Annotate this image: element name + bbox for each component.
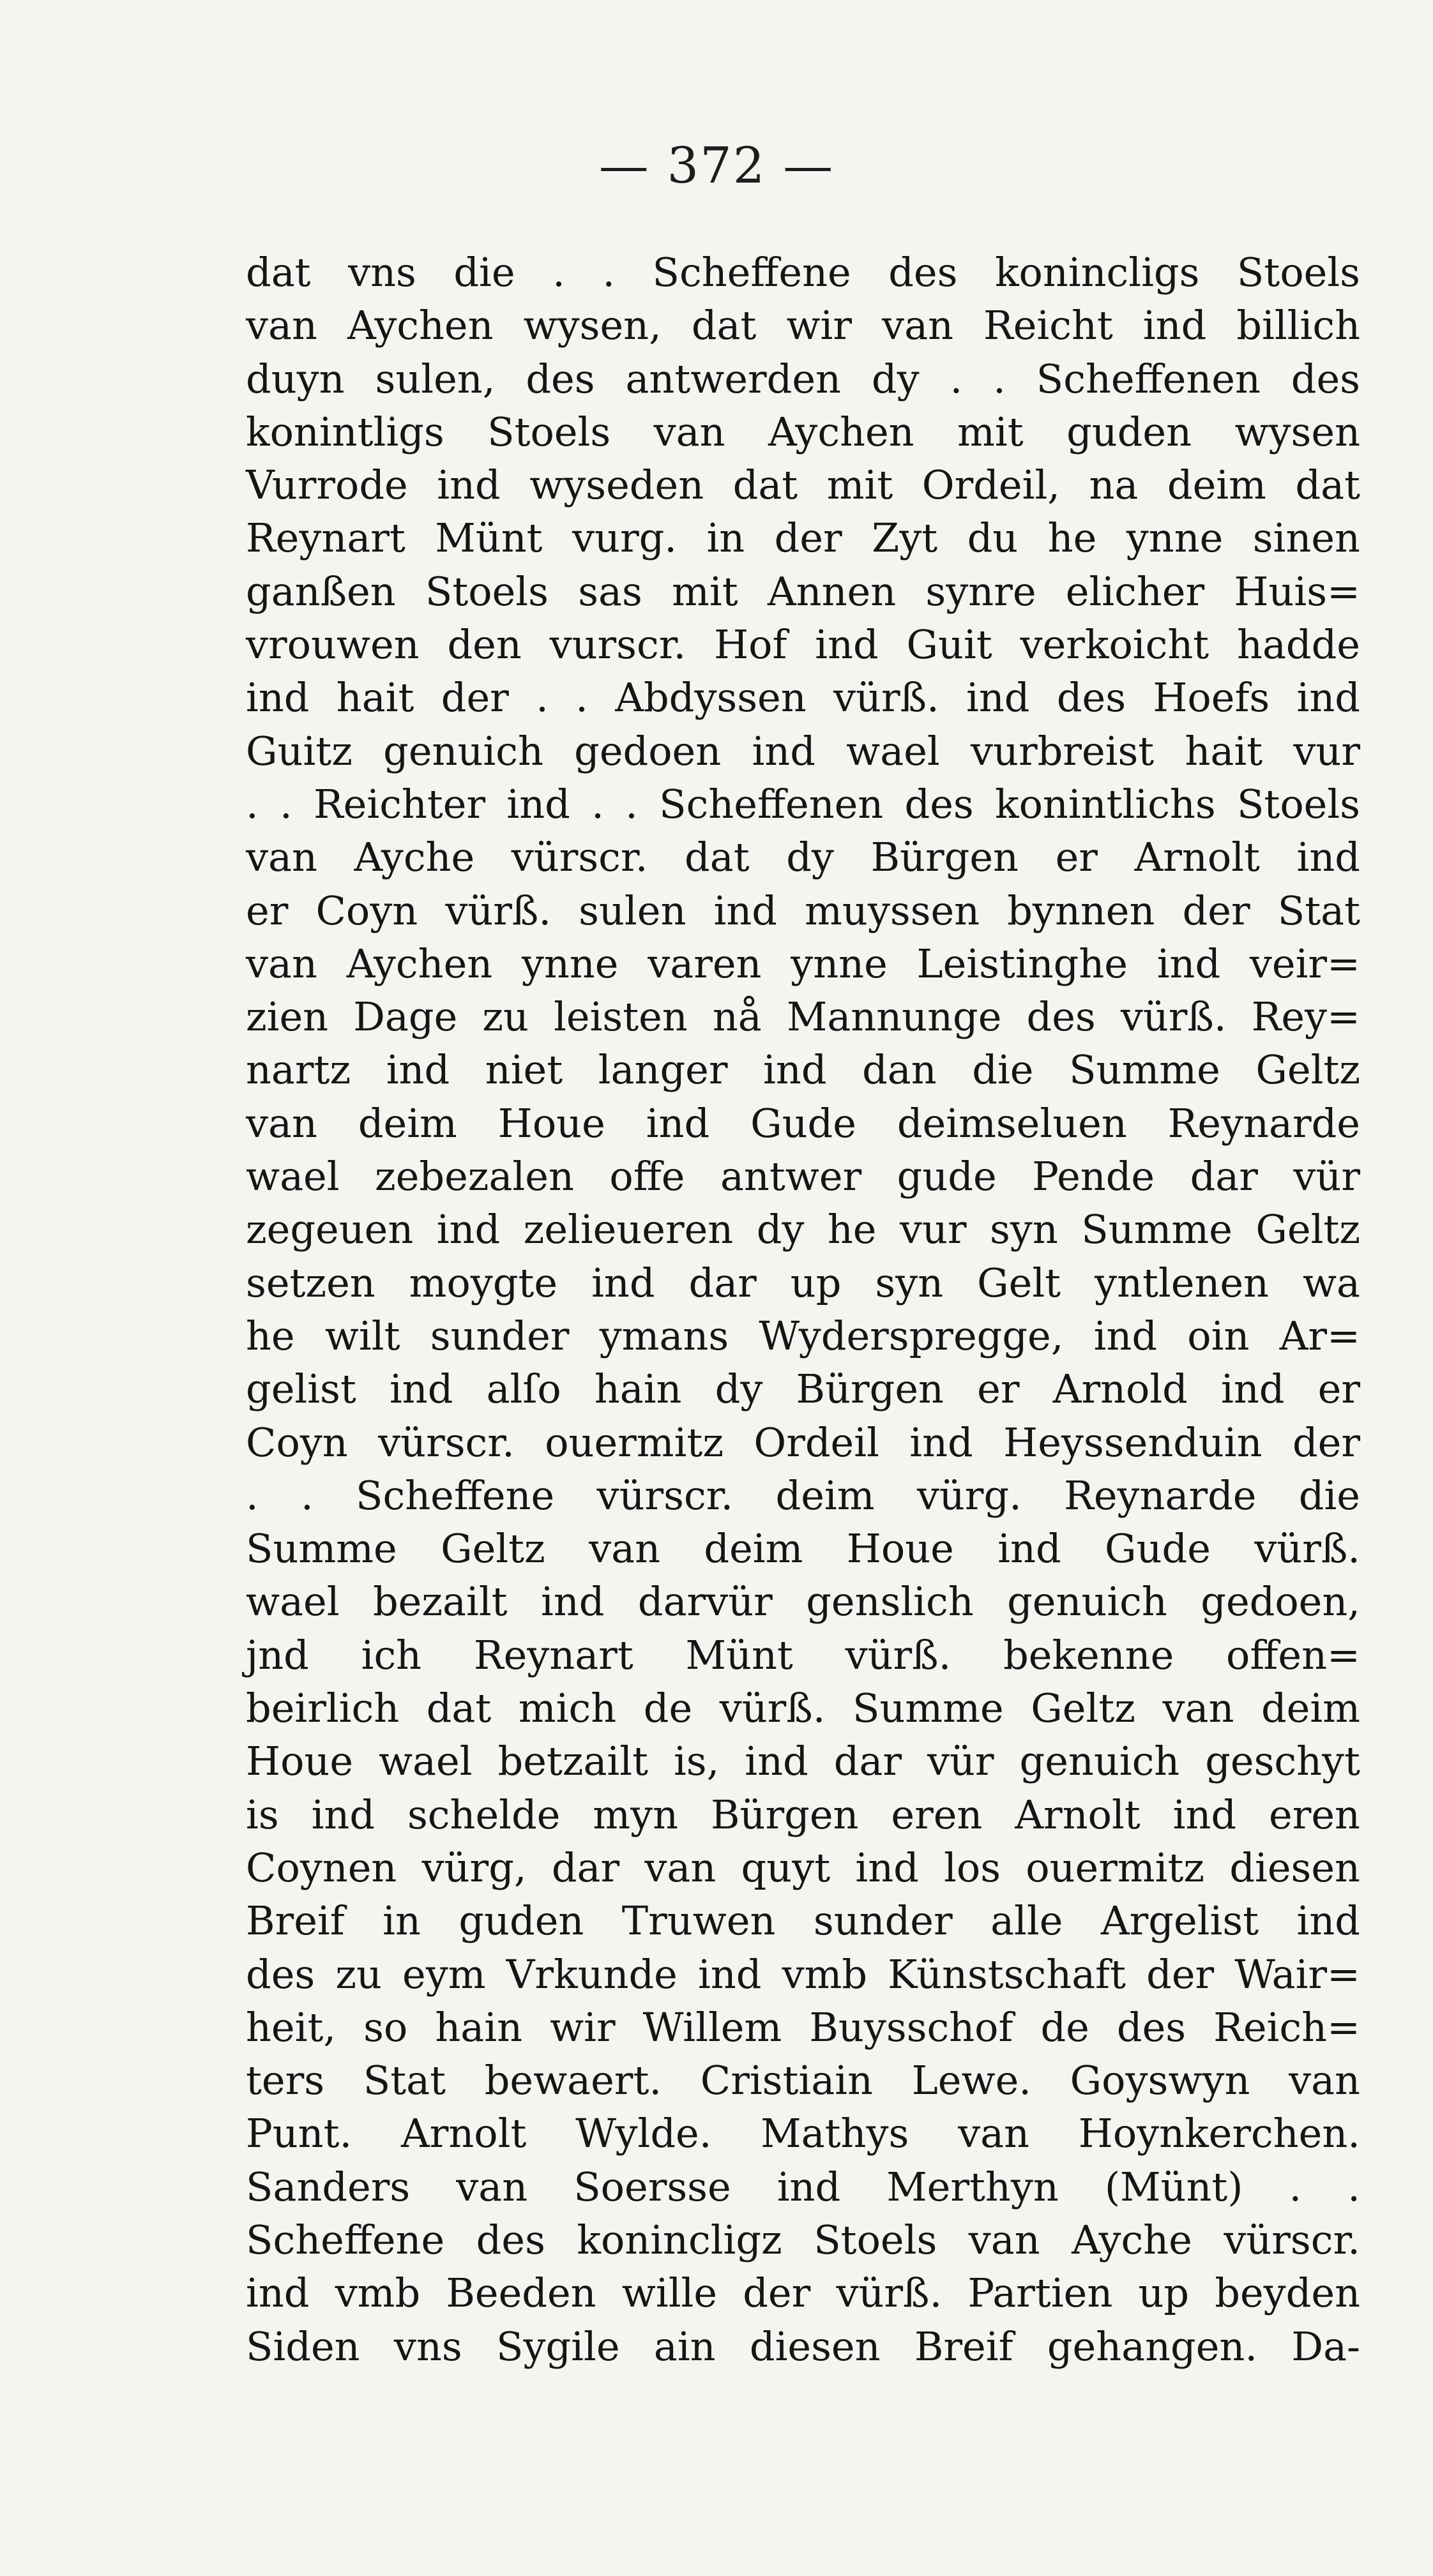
text-line: . . Reichter ind . . Scheffenen des konintlichs Stoels	[246, 780, 1360, 827]
text-line: Guitz genuich gedoen ind wael vurbreist hait vur	[246, 727, 1360, 774]
text-line: dat vns die . . Scheffene des konincligs Stoels	[246, 249, 1360, 296]
text-line: Punt. Arnolt Wylde. Mathys van Hoynkerchen.	[246, 2110, 1360, 2157]
text-line: nartz ind niet langer ind dan die Summe Geltz	[246, 1046, 1360, 1094]
text-line: gelist ind alſo hain dy Bürgen er Arnold ind er	[246, 1366, 1360, 1413]
text-line: duyn sulen, des antwerden dy . . Scheffenen des	[246, 355, 1360, 402]
text-line: konintligs Stoels van Aychen mit guden wysen	[246, 408, 1360, 455]
text-line: zien Dage zu leisten nå Mannunge des vürß. Rey=	[246, 993, 1360, 1041]
text-line: heit, so hain wir Willem Buysschof de des Reich=	[246, 2003, 1360, 2051]
text-line: van Ayche vürscr. dat dy Bürgen er Arnolt ind	[246, 834, 1360, 881]
text-line: wael zebezalen offe antwer gude Pende dar vür	[246, 1153, 1360, 1200]
text-line: ganßen Stoels sas mit Annen synre elicher Huis=	[246, 568, 1360, 615]
text-line: Coyn vürscr. ouermitz Ordeil ind Heyssenduin der	[246, 1419, 1360, 1466]
text-line: des zu eym Vrkunde ind vmb Künstschaft der Wair=	[246, 1950, 1360, 1998]
text-line: wael bezailt ind darvür genslich genuich gedoen,	[246, 1578, 1360, 1625]
text-line: van deim Houe ind Gude deimseluen Reynarde	[246, 1099, 1360, 1147]
text-line: setzen moygte ind dar up syn Gelt yntlenen wa	[246, 1259, 1360, 1306]
text-line: er Coyn vürß. sulen ind muyssen bynnen der Stat	[246, 887, 1360, 934]
text-line: zegeuen ind zelieueren dy he vur syn Summe Geltz	[246, 1206, 1360, 1253]
text-line: van Aychen ynne varen ynne Leistinghe ind veir=	[246, 940, 1360, 987]
text-line: Sanders van Soersse ind Merthyn (Münt) . .	[246, 2163, 1360, 2210]
text-line: he wilt sunder ymans Wyderspregge, ind oin Ar=	[246, 1312, 1360, 1359]
text-line: Breif in guden Truwen sunder alle Argelist ind	[246, 1897, 1360, 1945]
text-line: vrouwen den vurscr. Hof ind Guit verkoicht hadde	[246, 621, 1360, 668]
text-line: Coynen vürg, dar van quyt ind los ouermitz diesen	[246, 1844, 1360, 1891]
page-number: — 372 —	[598, 137, 835, 195]
text-line: beirlich dat mich de vürß. Summe Geltz van deim	[246, 1685, 1360, 1732]
text-line: . . Scheffene vürscr. deim vürg. Reynarde die	[246, 1472, 1360, 1519]
text-line: Houe wael betzailt is, ind dar vür genuich geschyt	[246, 1738, 1360, 1785]
text-line: van Aychen wysen, dat wir van Reicht ind billich	[246, 302, 1360, 349]
body-text	[246, 246, 1360, 2373]
text-line: ind vmb Beeden wille der vürß. Partien up beyden	[246, 2270, 1360, 2317]
text-line: Siden vns Sygile ain diesen Breif gehangen. Da-	[246, 2323, 1360, 2370]
text-line: jnd ich Reynart Münt vürß. bekenne offen=	[246, 1631, 1360, 1678]
text-line: Scheffene des konincligz Stoels van Ayche vürscr.	[246, 2216, 1360, 2263]
text-line: ters Stat bewaert. Cristiain Lewe. Goyswyn van	[246, 2057, 1360, 2104]
text-line: Reynart Münt vurg. in der Zyt du he ynne sinen	[246, 515, 1360, 562]
text-line: ind hait der . . Abdyssen vürß. ind des Hoefs ind	[246, 674, 1360, 721]
text-line: is ind schelde myn Bürgen eren Arnolt ind eren	[246, 1791, 1360, 1838]
text-line: Vurrode ind wyseden dat mit Ordeil, na deim dat	[246, 462, 1360, 509]
text-line: Summe Geltz van deim Houe ind Gude vürß.	[246, 1525, 1360, 1572]
